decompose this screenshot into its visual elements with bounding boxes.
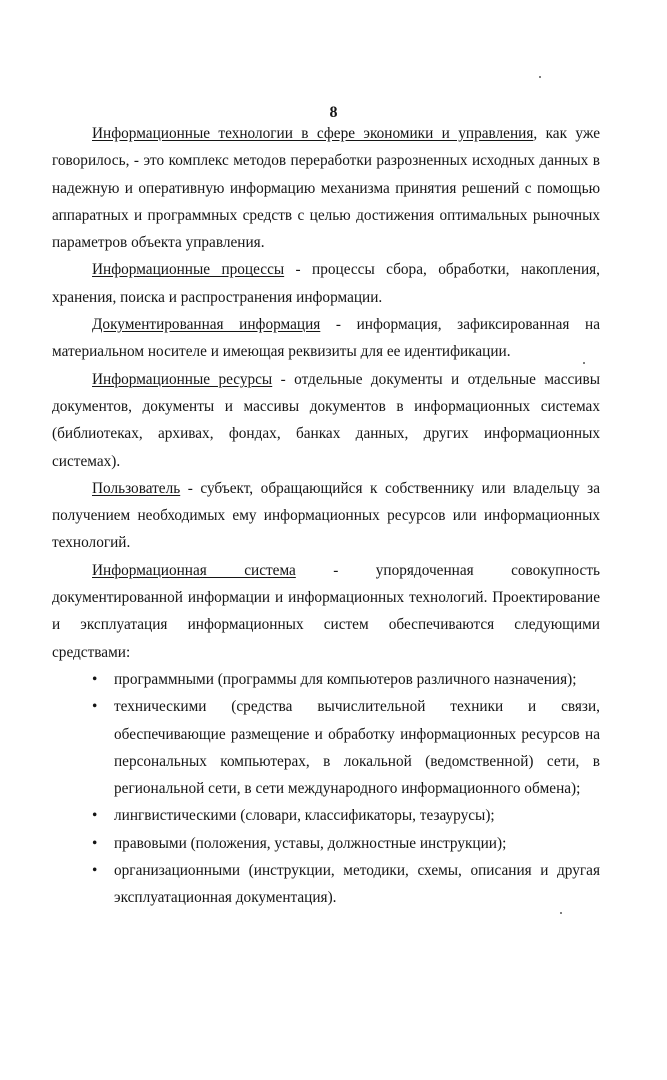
definition-info-system: - упорядоченная совокупность документированной информации и информационных технологий. Проектирование и эксплуатация информационных систем обеспечиваются следующими средствами: [52, 561, 600, 661]
term-documented-info: Документированная информация [92, 316, 321, 334]
list-item [92, 802, 600, 829]
paragraph-info-resources [52, 366, 600, 475]
list-item [92, 857, 600, 912]
list-item-text: организационными (инструкции, методики, схемы, описания и другая эксплуатационная документация). [114, 862, 600, 907]
list-item-text: лингвистическими (словари, классификаторы, тезаурусы); [114, 807, 495, 825]
means-list [52, 666, 600, 912]
bullet-icon: • [92, 834, 98, 852]
list-item [92, 666, 600, 693]
page-number: 8 [329, 104, 338, 121]
paragraph-user [52, 475, 600, 557]
definition-info-processes: - процессы сбора, обработки, накопления, хранения, поиска и распространения информации. [52, 261, 600, 306]
scan-speck [583, 362, 585, 364]
paragraph-info-processes [52, 256, 600, 311]
term-user: Пользователь [92, 479, 181, 497]
definition-it-economics: , как уже говорилось, - это комплекс методов переработки разрозненных исходных данных в надежную и оперативную информацию механизма принятия решений с помощью аппаратных и программных средств с целью достижения оптимальных рыночных параметров объекта управления. [52, 125, 600, 252]
term-info-resources: Информационные ресурсы [92, 370, 273, 388]
list-item-text: правовыми (положения, уставы, должностные инструкции); [114, 834, 507, 852]
definition-info-resources: - отдельные документы и отдельные массивы документов, документы и массивы документов в информационных системах (библиотеках, архивах, фондах, банках данных, других информационных системах). [52, 370, 600, 470]
list-item-text: программными (программы для компьютеров различного назначения); [114, 670, 577, 688]
bullet-icon: • [92, 807, 98, 825]
scan-speck [560, 912, 562, 914]
paragraph-it-economics [52, 120, 600, 256]
definition-documented-info: - информация, зафиксированная на материальном носителе и имеющая реквизиты для ее идентификации. [52, 316, 601, 361]
paragraph-documented-info [52, 311, 600, 366]
list-item [92, 830, 600, 857]
term-info-system: Информационная система [92, 561, 296, 579]
bullet-icon: • [92, 670, 98, 688]
page-content [52, 120, 600, 912]
definition-user: - субъект, обращающийся к собственнику или владельцу за получением необходимых ему информационных ресурсов или информационных технологий. [52, 479, 600, 552]
scan-speck [539, 76, 541, 78]
term-it-economics: Информационные технологии в сфере экономики и управления [92, 125, 534, 142]
bullet-icon: • [92, 698, 98, 716]
paragraph-info-system [52, 557, 600, 666]
list-item [92, 693, 600, 802]
term-info-processes: Информационные процессы [92, 261, 285, 279]
list-item-text: техническими (средства вычислительной техники и связи, обеспечивающие размещение и обработку информационных ресурсов на персональных компьютерах, в локальной (ведомственной) сети, в региональной сети, в сети международного информационного обмена); [114, 698, 600, 798]
bullet-icon: • [92, 862, 98, 880]
